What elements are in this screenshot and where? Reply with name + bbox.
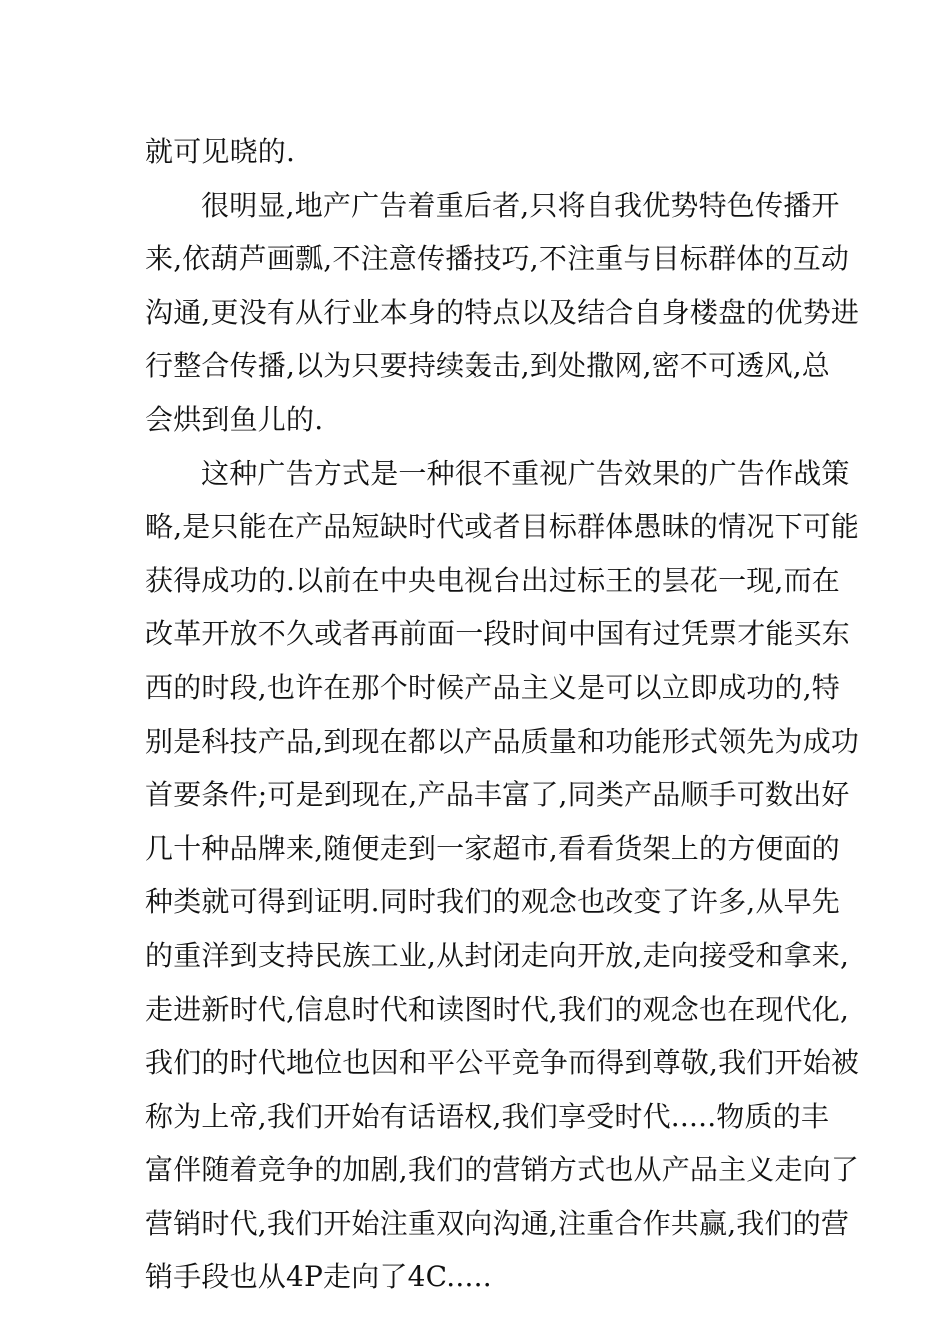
text-line: 改革开放不久或者再前面一段时间中国有过凭票才能买东 xyxy=(145,617,851,651)
document-body xyxy=(145,125,860,1304)
text-line: 走进新时代,信息时代和读图时代,我们的观念也在现代化, xyxy=(145,992,850,1026)
text-line: 销手段也从4P走向了4C..... xyxy=(145,1260,492,1294)
text-line: 我们的时代地位也因和平公平竞争而得到尊敬,我们开始被 xyxy=(145,1046,860,1080)
text-line: 略,是只能在产品短缺时代或者目标群体愚昧的情况下可能 xyxy=(145,510,860,544)
paragraph-start-line: 很明显,地产广告着重后者,只将自我优势特色传播开 xyxy=(201,188,840,222)
text-line: 营销时代,我们开始注重双向沟通,注重合作共赢,我们的营 xyxy=(145,1206,850,1240)
text-line: 西的时段,也许在那个时候产品主义是可以立即成功的,特 xyxy=(145,670,841,704)
text-line: 称为上帝,我们开始有话语权,我们享受时代.....物质的丰 xyxy=(145,1099,830,1133)
paragraph-start-line: 这种广告方式是一种很不重视广告效果的广告作战策 xyxy=(201,456,850,490)
text-line: 沟通,更没有从行业本身的特点以及结合自身楼盘的优势进 xyxy=(145,295,860,329)
text-line: 的重洋到支持民族工业,从封闭走向开放,走向接受和拿来, xyxy=(145,938,850,972)
text-line: 几十种品牌来,随便走到一家超市,看看货架上的方便面的 xyxy=(145,831,841,865)
text-line: 就可见晓的. xyxy=(145,135,296,168)
text-line: 富伴随着竞争的加剧,我们的营销方式也从产品主义走向了 xyxy=(145,1153,860,1187)
text-line: 来,依葫芦画瓢,不注意传播技巧,不注重与目标群体的互动 xyxy=(145,242,850,276)
text-line: 别是科技产品,到现在都以产品质量和功能形式领先为成功 xyxy=(145,724,860,758)
text-line: 行整合传播,以为只要持续轰击,到处撒网,密不可透风,总 xyxy=(145,349,831,383)
text-line: 种类就可得到证明.同时我们的观念也改变了许多,从早先 xyxy=(145,885,841,919)
text-line: 会烘到鱼儿的. xyxy=(145,402,324,436)
text-line: 首要条件;可是到现在,产品丰富了,同类产品顺手可数出好 xyxy=(145,778,850,812)
text-line: 获得成功的.以前在中央电视台出过标王的昙花一现,而在 xyxy=(145,563,841,597)
